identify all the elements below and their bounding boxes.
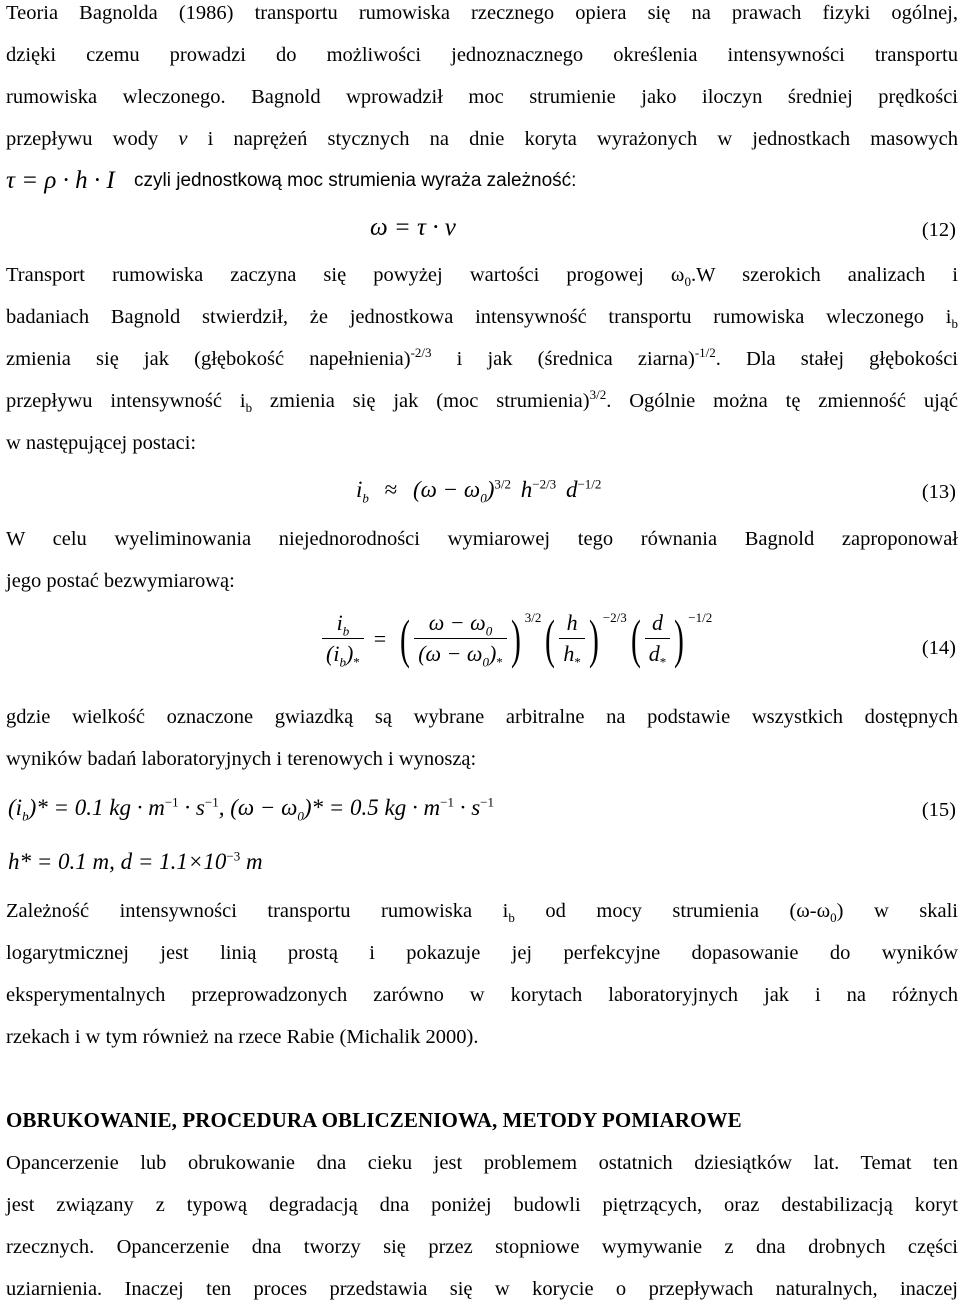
paragraph-line: jest związany z typową degradacją dna poniżej budowli piętrzących, oraz destabilizacją koryt xyxy=(6,1194,958,1216)
paragraph-line: przepływu wody v i naprężeń stycznych na dnie koryta wyrażonych w jednostkach masowych xyxy=(6,128,958,150)
section-heading: OBRUKOWANIE, PROCEDURA OBLICZENIOWA, METODY POMIAROWE xyxy=(6,1108,742,1132)
equation-number: (14) xyxy=(921,637,956,659)
equation-14: $\frac{i_b}{(i_b)_*}$ = ( $\frac{\omega - \omega_0}{(\omega - \omega_0)_*}$ ) 3/2 ( $\frac{h}{h_*}$ ) −2/3 ( $\frac{d}{d_*}$ ) −1/2 xyxy=(322,608,712,669)
equation-number: (12) xyxy=(921,219,956,241)
paragraph-line: w następującej postaci: xyxy=(6,432,197,454)
paragraph-line: gdzie wielkość oznaczone gwiazdką są wybrane arbitralne na podstawie wszystkich dostępnych xyxy=(6,706,958,728)
tau-formula: τ = ρ · h · I xyxy=(6,167,115,194)
paragraph-line: przepływu intensywność $i_b$ zmienia się jak (moc strumienia)$^{3/2}$. Ogólnie można tę zmienność ująć xyxy=(6,387,958,416)
equation-15-line1: $(i_b)* = 0.1$ kg · $m^{-1} \cdot s^{-1}$, $(\omega - \omega_0)* = 0.5$ kg · $m^{-1} \cdot s^{-1}$ xyxy=(8,794,495,824)
fraction-omega: $\frac{\omega - \omega_0}{(\omega - \omega_0)_*}$ xyxy=(414,608,507,669)
paragraph-line: Transport rumowiska zaczyna się powyżej wartości progowej $\omega_0.W$ szerokich analizach i xyxy=(6,264,958,290)
paragraph-line: Zależność intensywności transportu rumowiska $i_b$ od mocy strumienia $(\omega-\omega_0)$ w skali xyxy=(6,900,958,926)
equation-15-line2: h* = 0.1 m, $d = 1.1\times 10^{-3}$ m xyxy=(8,848,263,874)
paragraph-line: Opancerzenie lub obrukowanie dna cieku jest problemem ostatnich dziesiątków lat. Temat ten xyxy=(6,1152,958,1174)
paragraph-line: Teoria Bagnolda (1986) transportu rumowiska rzecznego opiera się na prawach fizyki ogólnej, xyxy=(6,2,958,24)
equation-12: ω = τ · v xyxy=(370,214,456,241)
paragraph-line: wyników badań laboratoryjnych i terenowych i wynoszą: xyxy=(6,748,477,770)
paragraph-line: W celu wyeliminowania niejednorodności wymiarowej tego równania Bagnold zaproponował xyxy=(6,528,958,550)
paragraph-line: dzięki czemu prowadzi do możliwości jednoznacznego określenia intensywności transportu xyxy=(6,44,958,66)
fraction-d: $\frac{d}{d_*}$ xyxy=(645,608,671,669)
paragraph-line: rzekach i w tym również na rzece Rabie (Michalik 2000). xyxy=(6,1026,479,1048)
equation-number: (13) xyxy=(921,481,956,503)
paragraph-line: rzecznych. Opancerzenie dna tworzy się przez stopniowe wymywanie z dna drobnych części xyxy=(6,1236,958,1258)
fraction-h: $\frac{h}{h_*}$ xyxy=(559,608,585,669)
equation-number: (15) xyxy=(921,799,956,821)
paragraph-line: uziarnienia. Inaczej ten proces przedstawia się w korycie o przepływach naturalnych, inaczej xyxy=(6,1278,958,1300)
paragraph-line: badaniach Bagnold stwierdził, że jednostkowa intensywność transportu rumowiska wleczonego $i_b$ xyxy=(6,306,958,332)
paragraph-line: zmienia się jak (głębokość napełnienia)$^{-2/3}$ i jak (średnica ziarna)$^{-1/2}$. Dla stałej głębokości xyxy=(6,345,958,370)
paragraph-line: jego postać bezwymiarową: xyxy=(6,570,235,592)
paragraph-line: logarytmicznej jest linią prostą i pokazuje jej perfekcyjne dopasowanie do wyników xyxy=(6,942,958,964)
paragraph-line: eksperymentalnych przeprowadzonych zarówno w korytach laboratoryjnych jak i na różnych xyxy=(6,984,958,1006)
paragraph-line: rumowiska wleczonego. Bagnold wprowadził moc strumienie jako iloczyn średniej prędkości xyxy=(6,86,958,108)
fraction-ib: $\frac{i_b}{(i_b)_*}$ xyxy=(322,608,364,669)
equation-13: $i_b \approx (\omega - \omega_0)^{3/2}$ $h^{-2/3}$ $d^{-1/2}$ xyxy=(356,476,602,506)
paragraph-line: czyli jednostkową moc strumienia wyraża zależność: xyxy=(134,170,577,191)
